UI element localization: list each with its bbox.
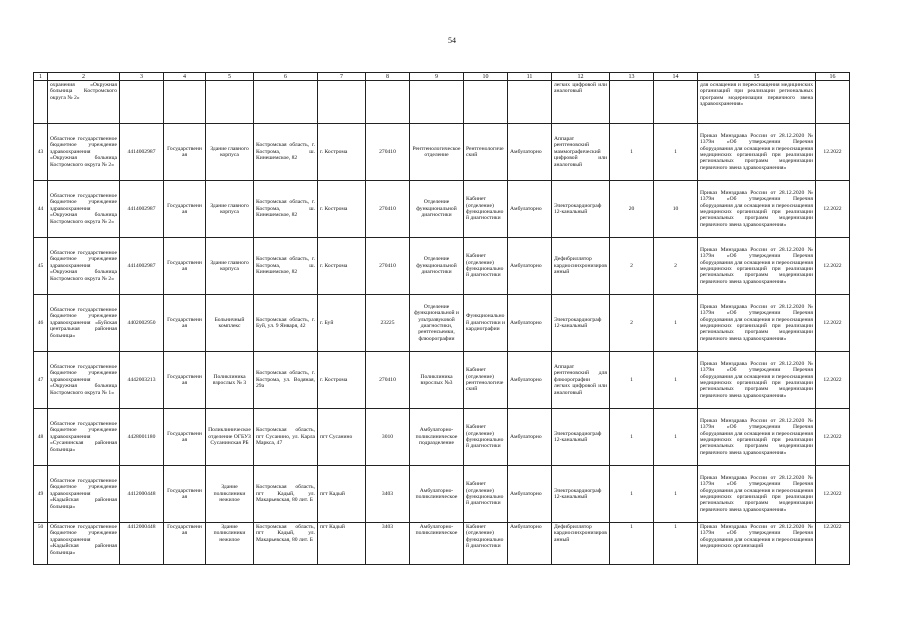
care-type-cell: Амбулаторно xyxy=(508,124,552,181)
cabinet-cell: Кабинет (отделение) функциональной диагностики xyxy=(464,523,508,565)
care-type-cell: Амбулаторно xyxy=(508,352,552,409)
care-type-cell: Амбулаторно xyxy=(508,523,552,565)
org-cell: Областное государственное бюджетное учреждение здравоохранения «Кадыйская районная больница» xyxy=(48,523,120,565)
address-cell: Костромская область, пгт Кадый, ул. Макарьевская, 80 лит. Б xyxy=(254,523,318,565)
column-number: 1 xyxy=(34,73,48,81)
org-cell: Областное государственное бюджетное учреждение здравоохранения «Окружная больница Костромского округа № 2» xyxy=(48,238,120,295)
code-cell: 3403 xyxy=(366,466,410,523)
department-cell: Амбулаторно-поликлиническое xyxy=(410,466,464,523)
order-cell: Приказ Минздрава России от 28.12.2020 № 1379н «Об утверждении Перечня оборудования для оснащения и переоснащения медицинских организаций при реализации региональных программ модернизации первичного звена здравоохранения» xyxy=(698,352,816,409)
quantity-cell: 10 xyxy=(654,181,698,238)
ownership-cell: Государственная xyxy=(164,181,206,238)
equipment-cell: Аппарат рентгеновский для флюорографии легких цифровой или аналоговый xyxy=(552,352,610,409)
quantity-cell: 1 xyxy=(654,352,698,409)
date-cell: 12.2022 xyxy=(816,352,850,409)
table-row xyxy=(34,466,850,523)
column-number: 9 xyxy=(410,73,464,81)
locality-cell: г. Кострома xyxy=(318,124,366,181)
column-number: 8 xyxy=(366,73,410,81)
date-cell: 12.2022 xyxy=(816,295,850,352)
column-number: 14 xyxy=(654,73,698,81)
locality-cell: пгт Кадый xyxy=(318,466,366,523)
department-cell: Амбулаторно-поликлиническое xyxy=(410,523,464,565)
row-number-cell: 48 xyxy=(34,409,48,466)
address-cell: Костромская область, пгт Сусанино, ул. Карла Маркса, 47 xyxy=(254,409,318,466)
continuation-row xyxy=(34,81,850,124)
order-cell: Приказ Минздрава России от 28.12.2020 № 1379н «Об утверждении Перечня оборудования для оснащения и переоснащения медицинских организаций при реализации региональных программ модернизации первичного звена здравоохранения» xyxy=(698,124,816,181)
equipment-cell: Электрокардиограф 12-канальный xyxy=(552,295,610,352)
equipment-cell: Электрокардиограф 12-канальный xyxy=(552,181,610,238)
quantity-cell: 20 xyxy=(610,181,654,238)
cabinet-cell: Функциональной диагностики и кардиографии xyxy=(464,295,508,352)
ownership-cell: Государственная xyxy=(164,523,206,565)
column-number: 2 xyxy=(48,73,120,81)
inn-cell: 4428001180 xyxy=(120,409,164,466)
equipment-cell: Электрокардиограф 12-канальный xyxy=(552,409,610,466)
code-cell: 270410 xyxy=(366,181,410,238)
locality-cell: пгт Кадый xyxy=(318,523,366,565)
column-number: 13 xyxy=(610,73,654,81)
inn-cell: 4412000448 xyxy=(120,523,164,565)
ownership-cell: Государственная xyxy=(164,409,206,466)
table-row xyxy=(34,523,850,565)
address-cell: Костромская область, г. Кострома, ш. Кинешемское, 82 xyxy=(254,181,318,238)
date-cell: 12.2022 xyxy=(816,409,850,466)
quantity-cell: 1 xyxy=(654,295,698,352)
cabinet-cell: Кабинет (отделение) рентгенологический xyxy=(464,352,508,409)
column-number: 15 xyxy=(698,73,816,81)
building-cell: Поликлиника взрослых № 3 xyxy=(206,352,254,409)
row-number-cell: 45 xyxy=(34,238,48,295)
code-cell: 270410 xyxy=(366,124,410,181)
cabinet-cell: Рентгенологический xyxy=(464,124,508,181)
date-cell: 12.2022 xyxy=(816,124,850,181)
address-cell: Костромская область, г. Кострома, ш. Кинешемское, 82 xyxy=(254,124,318,181)
org-cell: охранения «Окружная больница Костромского округа № 2» xyxy=(48,81,120,124)
code-cell: 3010 xyxy=(366,409,410,466)
table-row xyxy=(34,409,850,466)
table-row xyxy=(34,124,850,181)
locality-cell: г. Кострома xyxy=(318,181,366,238)
department-cell: Отделение функциональной диагностики xyxy=(410,238,464,295)
address-cell: Костромская область, г. Кострома, ул. Водяная, 29а xyxy=(254,352,318,409)
order-cell: Приказ Минздрава России от 28.12.2020 № 1379н «Об утверждении Перечня оборудования для оснащения и переоснащения медицинских организаций xyxy=(698,523,816,565)
equipment-cell: Дефибриллятор кардиосинхронизированный xyxy=(552,523,610,565)
quantity-cell: 1 xyxy=(610,124,654,181)
care-type-cell: Амбулаторно xyxy=(508,295,552,352)
quantity-cell: 1 xyxy=(654,523,698,565)
row-number-cell: 46 xyxy=(34,295,48,352)
department-cell: Отделение функциональной диагностики xyxy=(410,181,464,238)
quantity-cell: 1 xyxy=(610,352,654,409)
quantity-cell: 2 xyxy=(610,295,654,352)
locality-cell: г. Кострома xyxy=(318,238,366,295)
inn-cell: 4412000448 xyxy=(120,466,164,523)
equipment-cell: Дефибриллятор кардиосинхронизированный xyxy=(552,238,610,295)
cabinet-cell: Кабинет (отделение) функциональной диагностики xyxy=(464,238,508,295)
order-cell: для оснащения и переоснащения медицинских организаций при реализации региональных программ модернизации первичного звена здравоохранения» xyxy=(698,81,816,124)
column-number: 6 xyxy=(254,73,318,81)
ownership-cell: Государственная xyxy=(164,124,206,181)
building-cell: Здание поликлиники нежилое xyxy=(206,523,254,565)
equipment-table xyxy=(33,72,850,565)
row-number-cell: 47 xyxy=(34,352,48,409)
ownership-cell: Государственная xyxy=(164,295,206,352)
column-number: 5 xyxy=(206,73,254,81)
org-cell: Областное государственное бюджетное учреждение здравоохранения «Окружная больница Костромского округа № 1» xyxy=(48,352,120,409)
row-number-cell: 49 xyxy=(34,466,48,523)
ownership-cell: Государственная xyxy=(164,352,206,409)
inn-cell: 4414002987 xyxy=(120,238,164,295)
locality-cell: г. Буй xyxy=(318,295,366,352)
column-number: 11 xyxy=(508,73,552,81)
column-number: 3 xyxy=(120,73,164,81)
column-number: 12 xyxy=(552,73,610,81)
quantity-cell: 1 xyxy=(654,124,698,181)
quantity-cell: 1 xyxy=(610,523,654,565)
quantity-cell: 1 xyxy=(610,466,654,523)
row-number-cell: 44 xyxy=(34,181,48,238)
building-cell: Здание главного корпуса xyxy=(206,124,254,181)
care-type-cell: Амбулаторно xyxy=(508,238,552,295)
order-cell: Приказ Минздрава России от 28.12.2020 № 1379н «Об утверждении Перечня оборудования для оснащения и переоснащения медицинских организаций при реализации региональных программ модернизации первичного звена здравоохранения» xyxy=(698,409,816,466)
page-number: 54 xyxy=(448,36,456,45)
department-cell: Отделение функциональной и ультразвуковой диагностики, рентгенсьемки, флюорографии xyxy=(410,295,464,352)
order-cell: Приказ Минздрава России от 28.12.2020 № 1379н «Об утверждении Перечня оборудования для оснащения и переоснащения медицинских организаций при реализации региональных программ модернизации первичного звена здравоохранения» xyxy=(698,295,816,352)
ownership-cell: Государственная xyxy=(164,466,206,523)
locality-cell: г. Кострома xyxy=(318,352,366,409)
building-cell: Больничный комплекс xyxy=(206,295,254,352)
building-cell: Здание поликлиники нежилое xyxy=(206,466,254,523)
building-cell: Поликлиническое отделение ОГБУЗ Сусанинская РБ xyxy=(206,409,254,466)
building-cell: Здание главного корпуса xyxy=(206,238,254,295)
code-cell: 270410 xyxy=(366,352,410,409)
order-cell: Приказ Минздрава России от 28.12.2020 № 1379н «Об утверждении Перечня оборудования для оснащения и переоснащения медицинских организаций при реализации региональных программ модернизации первичного звена здравоохранения» xyxy=(698,238,816,295)
table-row xyxy=(34,295,850,352)
org-cell: Областное государственное бюджетное учреждение здравоохранения «Буйская центральная районная больница» xyxy=(48,295,120,352)
date-cell: 12.2022 xyxy=(816,181,850,238)
code-cell: 270410 xyxy=(366,238,410,295)
ownership-cell: Государственная xyxy=(164,238,206,295)
department-cell: Амбулаторно-поликлиническое подразделение xyxy=(410,409,464,466)
table-row xyxy=(34,352,850,409)
org-cell: Областное государственное бюджетное учреждение здравоохранения «Кадыйская районная больница» xyxy=(48,466,120,523)
quantity-cell: 1 xyxy=(654,466,698,523)
column-number: 4 xyxy=(164,73,206,81)
address-cell: Костромская область, пгт Кадый, ул. Макарьевская, 80 лит. Б xyxy=(254,466,318,523)
care-type-cell: Амбулаторно xyxy=(508,466,552,523)
quantity-cell: 2 xyxy=(610,238,654,295)
cabinet-cell: Кабинет (отделение) функциональной диагностики xyxy=(464,409,508,466)
equipment-cell: Аппарат рентгеновский маммографический цифровой или аналоговый xyxy=(552,124,610,181)
date-cell: 12.2022 xyxy=(816,523,850,565)
quantity-cell: 1 xyxy=(654,409,698,466)
building-cell: Здание главного корпуса xyxy=(206,181,254,238)
inn-cell: 4414002987 xyxy=(120,124,164,181)
table-row xyxy=(34,181,850,238)
care-type-cell: Амбулаторно xyxy=(508,181,552,238)
column-number: 7 xyxy=(318,73,366,81)
quantity-cell: 1 xyxy=(610,409,654,466)
department-cell: Рентгенологическое отделение xyxy=(410,124,464,181)
code-cell: 23225 xyxy=(366,295,410,352)
equipment-cell: Электрокардиограф 12-канальный xyxy=(552,466,610,523)
department-cell: Поликлиника взрослых №3 xyxy=(410,352,464,409)
row-number-cell: 43 xyxy=(34,124,48,181)
order-cell: Приказ Минздрава России от 28.12.2020 № 1379н «Об утверждении Перечня оборудования для оснащения и переоснащения медицинских организаций при реализации региональных программ модернизации первичного звена здравоохранения» xyxy=(698,181,816,238)
locality-cell: пгт Сусанино xyxy=(318,409,366,466)
date-cell: 12.2022 xyxy=(816,238,850,295)
equipment-cell: легких цифровой или аналоговый xyxy=(552,81,610,124)
cabinet-cell: Кабинет (отделение) функциональной диагностики xyxy=(464,181,508,238)
quantity-cell: 2 xyxy=(654,238,698,295)
inn-cell: 4442003213 xyxy=(120,352,164,409)
column-number: 10 xyxy=(464,73,508,81)
inn-cell: 4414002987 xyxy=(120,181,164,238)
table-row xyxy=(34,238,850,295)
inn-cell: 4402002950 xyxy=(120,295,164,352)
cabinet-cell: Кабинет (отделение) функциональной диагностики xyxy=(464,466,508,523)
address-cell: Костромская область, г. Буй, ул. 9 Января, 42 xyxy=(254,295,318,352)
date-cell: 12.2022 xyxy=(816,466,850,523)
column-number-row xyxy=(34,73,850,81)
org-cell: Областное государственное бюджетное учреждение здравоохранения «Окружная больница Костромского округа № 2» xyxy=(48,124,120,181)
org-cell: Областное государственное бюджетное учреждение здравоохранения «Сусанинская районная больница» xyxy=(48,409,120,466)
care-type-cell: Амбулаторно xyxy=(508,409,552,466)
row-number-cell: 50 xyxy=(34,523,48,565)
org-cell: Областное государственное бюджетное учреждение здравоохранения «Окружная больница Костромского округа № 2» xyxy=(48,181,120,238)
column-number: 16 xyxy=(816,73,850,81)
code-cell: 3403 xyxy=(366,523,410,565)
address-cell: Костромская область, г. Кострома, ш. Кинешемское, 82 xyxy=(254,238,318,295)
order-cell: Приказ Минздрава России от 28.12.2020 № 1379н «Об утверждении Перечня оборудования для оснащения и переоснащения медицинских организаций при реализации региональных программ модернизации первичного звена здравоохранения» xyxy=(698,466,816,523)
